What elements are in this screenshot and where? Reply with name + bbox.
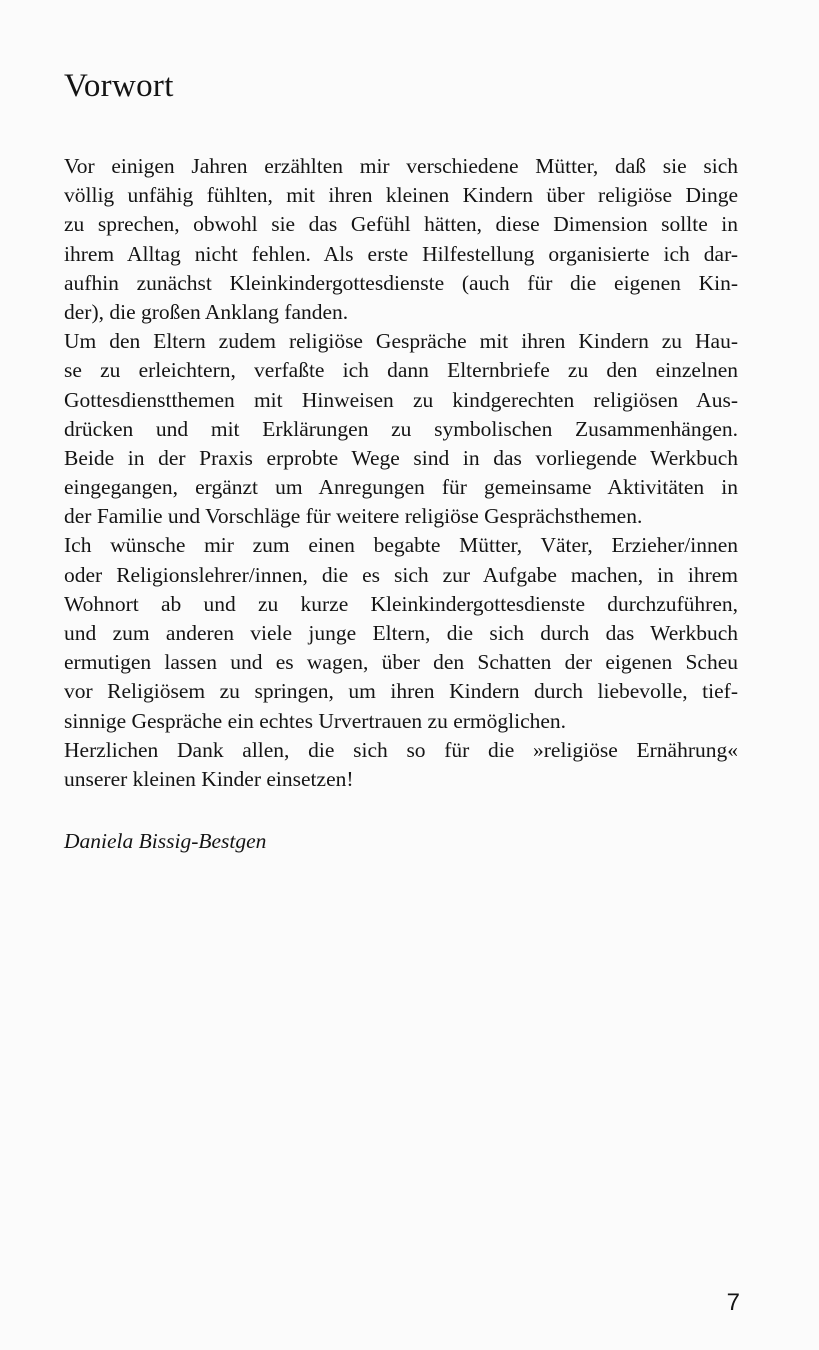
text-line: Beide in der Praxis erprobte Wege sind in das vorliegende Werkbuch	[64, 445, 738, 470]
text-line: ermutigen lassen und es wagen, über den Schatten der eigenen Scheu	[64, 650, 738, 675]
text-line: unserer kleinen Kinder einsetzen!	[64, 766, 354, 791]
paragraph-3	[64, 531, 738, 735]
text-line: se zu erleichtern, verfaßte ich dann Elternbriefe zu den einzelnen	[64, 358, 738, 383]
foreword-body	[64, 152, 738, 794]
text-line: vor Religiösem zu springen, um ihren Kindern durch liebevolle, tief-	[64, 679, 738, 704]
paragraph-1	[64, 152, 738, 327]
text-line: der Familie und Vorschläge für weitere religiöse Gesprächsthemen.	[64, 504, 643, 529]
text-line: sinnige Gespräche ein echtes Urvertrauen zu ermöglichen.	[64, 708, 567, 733]
text-line: völlig unfähig fühlten, mit ihren kleinen Kindern über religiöse Dinge	[64, 183, 738, 208]
text-line: Vor einigen Jahren erzählten mir verschiedene Mütter, daß sie sich	[64, 154, 738, 178]
text-line: Ich wünsche mir zum einen begabte Mütter, Väter, Erzieher/innen	[64, 533, 738, 558]
text-line: Gottesdienstthemen mit Hinweisen zu kindgerechten religiösen Aus-	[64, 387, 738, 412]
paragraph-4	[64, 736, 738, 794]
text-line: eingegangen, ergänzt um Anregungen für gemeinsame Aktivitäten in	[64, 475, 738, 500]
text-line: aufhin zunächst Kleinkindergottesdienste (auch für die eigenen Kin-	[64, 270, 738, 295]
text-line: drücken und mit Erklärungen zu symbolischen Zusammenhängen.	[64, 416, 738, 441]
text-line: Um den Eltern zudem religiöse Gespräche mit ihren Kindern zu Hau-	[64, 329, 738, 354]
page-number: 7	[726, 1289, 740, 1316]
text-line: Herzlichen Dank allen, die sich so für die »religiöse Ernährung«	[64, 737, 738, 762]
text-line: zu sprechen, obwohl sie das Gefühl hätten, diese Dimension sollte in	[64, 212, 738, 237]
page-title: Vorwort	[64, 68, 174, 104]
text-line: ihrem Alltag nicht fehlen. Als erste Hilfestellung organisierte ich dar-	[64, 241, 738, 266]
text-line: und zum anderen viele junge Eltern, die sich durch das Werkbuch	[64, 621, 738, 645]
text-line: der), die großen Anklang fanden.	[64, 299, 349, 324]
text-line: oder Religionslehrer/innen, die es sich zur Aufgabe machen, in ihrem	[64, 562, 738, 587]
paragraph-2	[64, 327, 738, 531]
author-signature: Daniela Bissig-Bestgen	[64, 829, 267, 853]
text-line: Wohnort ab und zu kurze Kleinkindergottesdienste durchzuführen,	[64, 591, 738, 616]
